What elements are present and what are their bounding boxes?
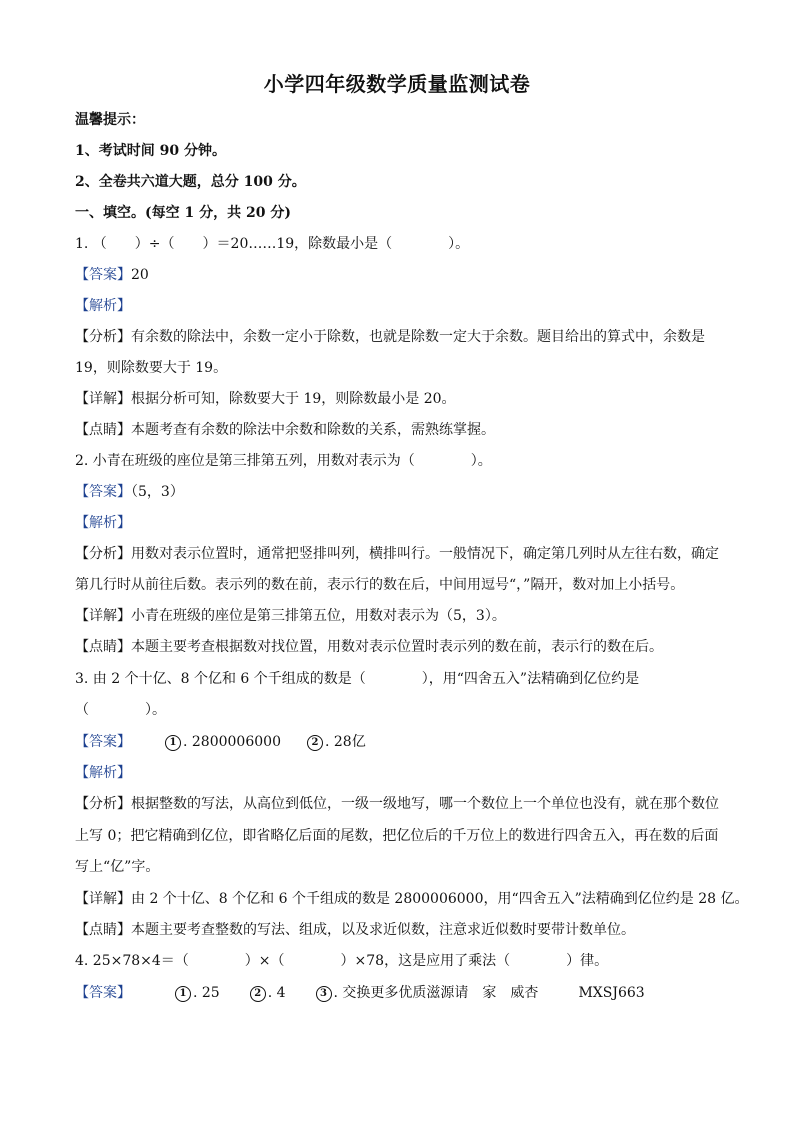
q3-fenxi-text-1: 根据整数的写法，从高位到低位，一级一级地写，哪一个数位上一个单位也没有，就在那个数位 xyxy=(131,796,719,812)
q1-fenxi-text-1: 有余数的除法中，余数一定小于除数，也就是除数一定大于余数。题目给出的算式中，余数是 xyxy=(131,329,705,345)
q1-xiangjie-text: 根据分析可知，除数要大于 19，则除数最小是 20。 xyxy=(131,391,456,407)
tips-heading: 温馨提示： xyxy=(75,112,145,128)
q1-dianjing-text: 本题考查有余数的除法中余数和除数的关系，需熟练掌握。 xyxy=(131,422,495,438)
xiangjie-tag: 【详解】 xyxy=(75,891,131,907)
q4-answer-2: . 4 xyxy=(267,985,286,1001)
circled-number: 1 xyxy=(175,986,191,1002)
question-4: 4. 25×78×4＝（ ）×（ ）×78，这是应用了乘法（ ）律。 xyxy=(75,953,609,969)
q1-xiangjie-line xyxy=(75,389,735,409)
section-heading-1: 一、填空。(每空 1 分，共 20 分) xyxy=(75,205,291,221)
q1-answer: 20 xyxy=(131,267,149,283)
fenxi-tag: 【分析】 xyxy=(75,796,131,812)
q2-xiangjie-line xyxy=(75,606,735,626)
answer-tag: 【答案】 xyxy=(75,985,131,1001)
q3-dianjing-text: 本题主要考查整数的写法、组成，以及求近似数，注意求近似数时要带计数单位。 xyxy=(131,922,635,938)
q4-answer-line xyxy=(75,983,735,1003)
dianjing-tag: 【点睛】 xyxy=(75,922,131,938)
answer-tag: 【答案】 xyxy=(75,267,131,283)
q3-dianjing-line xyxy=(75,920,735,940)
q3-fenxi-line-2: 上写 0；把它精确到亿位，即省略亿后面的尾数，把亿位后的千万位上的数进行四舍五入，再在数的后面 xyxy=(75,828,719,844)
answer-tag: 【答案】 xyxy=(75,734,131,750)
xiangjie-tag: 【详解】 xyxy=(75,608,131,624)
q2-dianjing-line xyxy=(75,637,735,657)
q2-analysis-tag: 【解析】 xyxy=(75,515,131,531)
q3-xiangjie-text: 由 2 个十亿、8 个亿和 6 个千组成的数是 2800006000，用“四舍五入”法精确到亿位约是 28 亿。 xyxy=(131,891,749,907)
answer-tag: 【答案】 xyxy=(75,484,131,500)
q4-answer-3: . 交换更多优质滋源请 家 威杏 xyxy=(333,985,539,1001)
circled-number: 3 xyxy=(316,986,332,1002)
question-3-line-1: 3. 由 2 个十亿、8 个亿和 6 个千组成的数是（ ），用“四舍五入”法精确到亿位约是 xyxy=(75,671,640,687)
q1-dianjing-line xyxy=(75,420,735,440)
page-title: 小学四年级数学质量监测试卷 xyxy=(263,72,531,96)
q3-answer-line xyxy=(75,732,735,752)
q2-fenxi-line-2: 第几行时从前往后数。表示列的数在前，表示行的数在后，中间用逗号“，”隔开，数对加上小括号。 xyxy=(75,577,685,593)
question-2: 2. 小青在班级的座位是第三排第五列，用数对表示为（ ）。 xyxy=(75,453,492,469)
q2-answer: （5，3） xyxy=(131,484,184,500)
q1-fenxi-line-2: 19，则除数要大于 19。 xyxy=(75,360,228,376)
q2-dianjing-text: 本题主要考查根据数对找位置，用数对表示位置时表示列的数在前，表示行的数在后。 xyxy=(131,639,663,655)
q2-xiangjie-text: 小青在班级的座位是第三排第五位，用数对表示为（5，3）。 xyxy=(131,608,506,624)
dianjing-tag: 【点睛】 xyxy=(75,639,131,655)
dianjing-tag: 【点睛】 xyxy=(75,422,131,438)
q4-answer-1: . 25 xyxy=(193,985,220,1001)
q2-fenxi-line-1 xyxy=(75,544,735,564)
watermark-code: MXSJ663 xyxy=(578,985,645,1001)
q2-answer-line xyxy=(75,482,735,502)
tips-item-2: 2、全卷共六道大题，总分 100 分。 xyxy=(75,174,306,190)
question-3-line-2: （ ）。 xyxy=(75,702,166,718)
xiangjie-tag: 【详解】 xyxy=(75,391,131,407)
q3-answer-1: . 2800006000 xyxy=(183,734,281,750)
q3-fenxi-line-1 xyxy=(75,794,735,814)
q3-answer-2: . 28亿 xyxy=(324,734,366,750)
circled-number: 2 xyxy=(250,986,266,1002)
circled-number: 1 xyxy=(165,735,181,751)
q3-xiangjie-line xyxy=(75,889,749,909)
q1-analysis-tag: 【解析】 xyxy=(75,298,131,314)
q1-fenxi-line-1 xyxy=(75,327,735,347)
question-1: 1. （ ）÷（ ）＝20……19，除数最小是（ ）。 xyxy=(75,236,470,252)
fenxi-tag: 【分析】 xyxy=(75,546,131,562)
q3-analysis-tag: 【解析】 xyxy=(75,765,131,781)
q1-answer-line xyxy=(75,265,735,285)
tips-item-1: 1、考试时间 90 分钟。 xyxy=(75,143,226,159)
q3-fenxi-line-3: 写上“亿”字。 xyxy=(75,859,160,875)
q2-fenxi-text-1: 用数对表示位置时，通常把竖排叫列，横排叫行。一般情况下，确定第几列时从左往右数，确定 xyxy=(131,546,719,562)
circled-number: 2 xyxy=(307,735,323,751)
fenxi-tag: 【分析】 xyxy=(75,329,131,345)
